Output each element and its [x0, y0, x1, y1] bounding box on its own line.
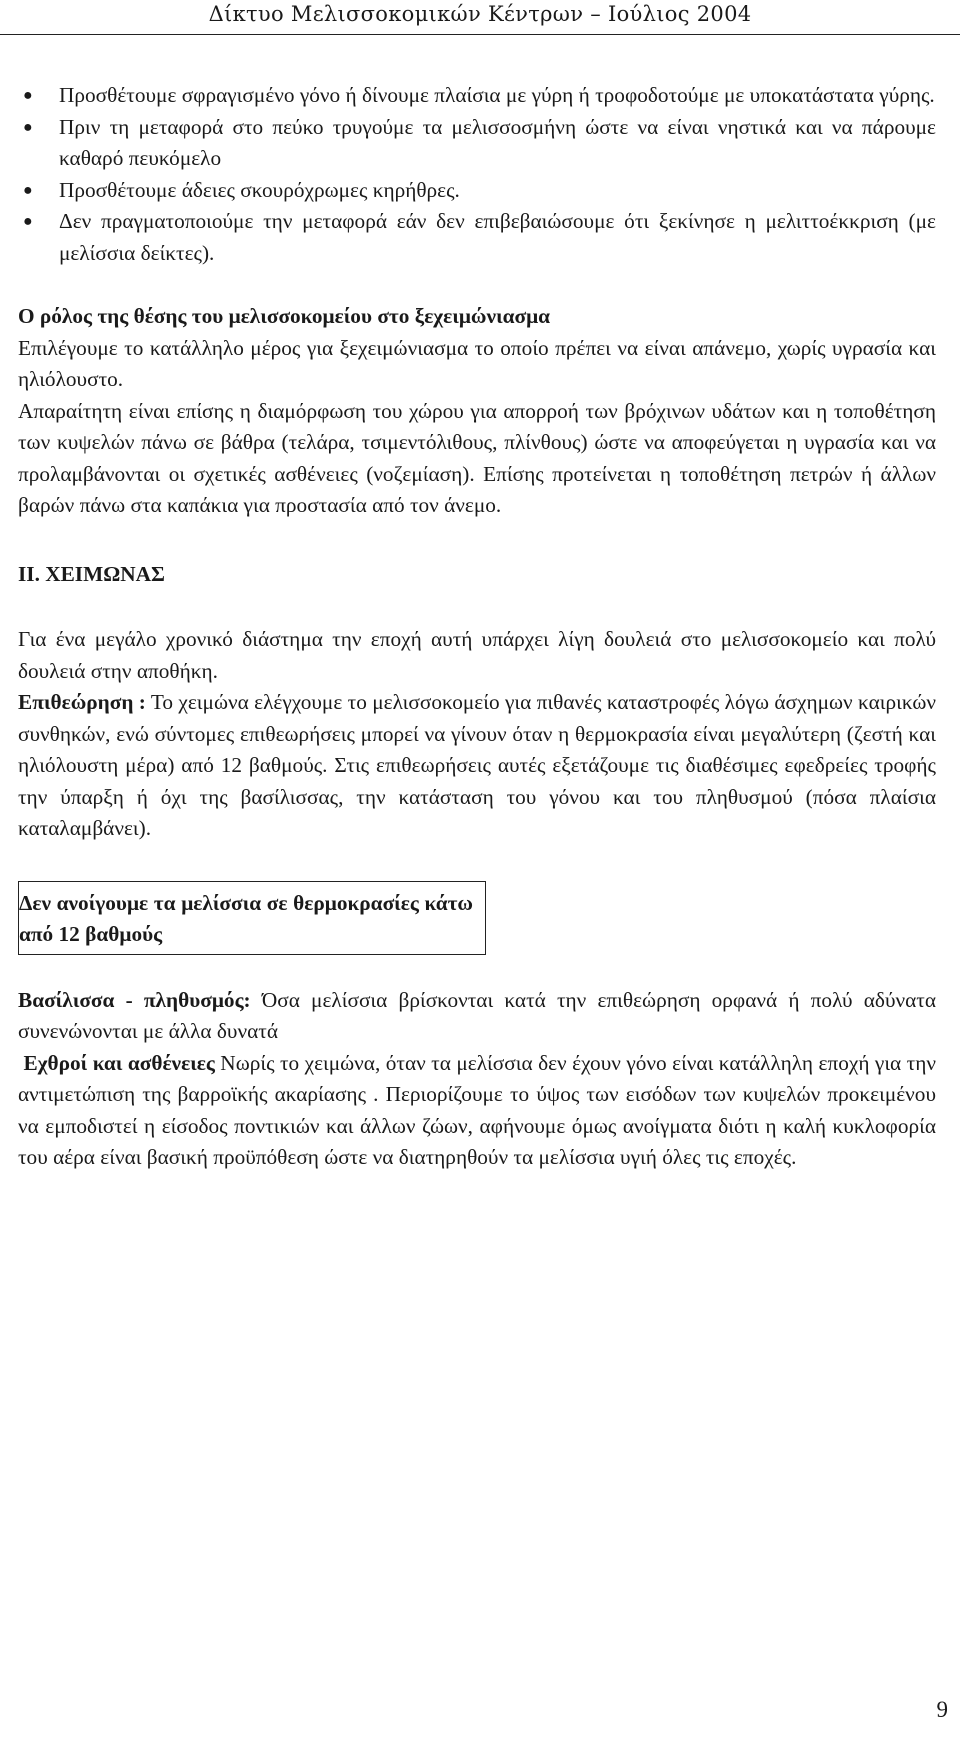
- header-rule: [0, 34, 960, 35]
- list-item: [18, 80, 936, 112]
- inline-heading: Βασίλισσα - πληθυσμός:: [18, 987, 251, 1012]
- list-item-text: Προσθέτουμε άδειες σκουρόχρωμες κηρήθρες.: [59, 177, 460, 202]
- paragraph: Επιλέγουμε το κατάλληλο μέρος για ξεχειμώνιασμα το οποίο πρέπει να είναι απάνεμο, χωρίς υγρασία και ηλιόλουστο.: [18, 335, 936, 391]
- document-body: [18, 80, 936, 1174]
- paragraph-text: Νωρίς το χειμώνα, όταν τα μελίσσια δεν έχουν γόνο είναι κατάλληλη εποχή για την αντιμετώπιση της βαρροϊκής ακαρίασης . Περιορίζουμε το ύψος των εισόδων των κυψελών προκειμένου να εμποδιστεί η είσοδος ποντικιών και άλλων ζώων, αφήνουμε όμως ανοίγματα διότι η καλή κυκλοφορία του αέρα είναι βασική προϋπόθεση ώστε να διατηρηθούν τα μελίσσια υγιή όλες τις εποχές.: [18, 1050, 936, 1169]
- page-number: 9: [936, 1697, 948, 1722]
- inline-heading: Εχθροί και ασθένειες: [23, 1050, 215, 1075]
- paragraph-text: Όσα μελίσσια βρίσκονται κατά την επιθεώρηση ορφανά ή πολύ αδύνατα συνενώνονται με άλλα δυνατά: [18, 987, 936, 1043]
- page-header: Δίκτυο Μελισσοκομικών Κέντρων – Ιούλιος 2004: [208, 2, 752, 26]
- paragraph-text: Το χειμώνα ελέγχουμε το μελισσοκομείο για πιθανές καταστροφές λόγω άσχημων καιρικών συνθηκών, ενώ σύντομες επιθεωρήσεις μπορεί να γίνουν όταν η θερμοκρασία είναι μεγαλύτερη (ζεστή και ηλιόλουστη μέρα) από 12 βαθμούς. Στις επιθεωρήσεις αυτές εξετάζουμε τις διαθέσιμες εφεδρείες τροφής την ύπαρξη ή όχι της βασίλισσας, την κατάσταση του γόνου και του πληθυσμού (πόσα πλαίσια καταλαμβάνει).: [18, 690, 937, 840]
- section-heading-winter: ΙΙ. ΧΕΙΜΩΝΑΣ: [18, 561, 165, 586]
- list-item: [18, 175, 936, 207]
- inline-heading: Επιθεώρηση :: [18, 690, 146, 714]
- list-item-text: Πριν τη μεταφορά στο πεύκο τρυγούμε τα μελισσοσμήνη ώστε να είναι νηστικά και να πάρουμε καθαρό πευκόμελο: [59, 114, 936, 170]
- list-item-text: Προσθέτουμε σφραγισμένο γόνο ή δίνουμε πλαίσια με γύρη ή τροφοδοτούμε με υποκατάστατα γύρης.: [59, 83, 935, 107]
- warning-box: Δεν ανοίγουμε τα μελίσσια σε θερμοκρασίες κάτω από 12 βαθμούς: [18, 881, 486, 955]
- paragraph: Για ένα μεγάλο χρονικό διάστημα την εποχή αυτή υπάρχει λίγη δουλειά στο μελισσοκομείο και πολύ δουλειά στην αποθήκη.: [18, 627, 936, 683]
- list-item-text: Δεν πραγματοποιούμε την μεταφορά εάν δεν επιβεβαιώσουμε ότι ξεκίνησε η μελιττοέκκριση (με μελίσσια δείκτες).: [59, 209, 936, 265]
- bullet-icon: ●: [23, 118, 33, 136]
- list-item: [18, 206, 936, 269]
- paragraph: Απαραίτητη είναι επίσης η διαμόρφωση του χώρου για απορροή των βρόχινων υδάτων και η τοποθέτηση των κυψελών πάνω σε βάθρα (τελάρα, τσιμεντόλιθους, πλίνθους) ώστε να αποφεύγεται η υγρασία και να προλαμβάνονται οι σχετικές ασθένειες (νοζεμίαση). Επίσης προτείνεται η τοποθέτηση πετρών ή άλλων βαρών πάνω στα καπάκια για προστασία από τον άνεμο.: [18, 398, 936, 517]
- bullet-icon: ●: [23, 87, 33, 104]
- bullet-list: [18, 80, 936, 269]
- bullet-icon: ●: [23, 213, 33, 230]
- paragraph-queen: [18, 985, 936, 1048]
- bullet-icon: ●: [23, 181, 33, 199]
- paragraph-inspection: [18, 687, 936, 845]
- section-heading-wintering: Ο ρόλος της θέσης του μελισσοκομείου στο ξεχειμώνιασμα: [18, 304, 551, 328]
- list-item: [18, 112, 936, 175]
- paragraph-enemies: [18, 1048, 936, 1174]
